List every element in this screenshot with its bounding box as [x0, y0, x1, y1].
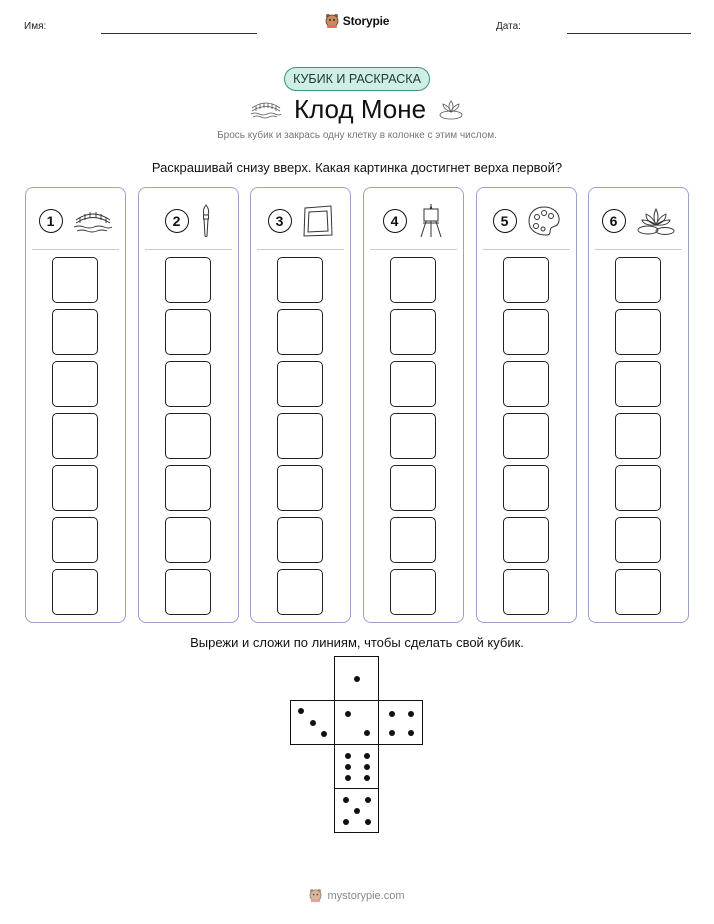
paintbrush-icon: [199, 204, 213, 238]
color-cell[interactable]: [52, 413, 98, 459]
color-cell[interactable]: [390, 413, 436, 459]
column-number: 6: [602, 209, 626, 233]
picture-frame-icon: [302, 204, 334, 238]
die-pip: [364, 764, 370, 770]
column-number: 4: [383, 209, 407, 233]
color-cell[interactable]: [390, 257, 436, 303]
color-cell[interactable]: [503, 465, 549, 511]
die-pip: [408, 730, 414, 736]
color-cell[interactable]: [165, 569, 211, 615]
die-face-1: [334, 656, 379, 701]
die-pip: [389, 711, 395, 717]
page-title: Клод Моне: [293, 93, 427, 124]
die-pip: [365, 819, 371, 825]
color-cell[interactable]: [615, 257, 661, 303]
bridge-icon: [250, 98, 282, 120]
color-cell[interactable]: [277, 257, 323, 303]
lily-icon: [438, 98, 464, 120]
column-divider: [595, 249, 682, 250]
color-cell[interactable]: [165, 517, 211, 563]
color-cell[interactable]: [277, 413, 323, 459]
die-pip: [354, 808, 360, 814]
name-line[interactable]: [101, 33, 257, 34]
die-face-6: [334, 744, 379, 789]
die-pip: [298, 708, 304, 714]
color-cell[interactable]: [277, 465, 323, 511]
color-cell[interactable]: [165, 465, 211, 511]
column-header: [589, 204, 688, 238]
die-face-4: [378, 700, 423, 745]
cut-instruction: Вырежи и сложи по линиям, чтобы сделать свой кубик.: [190, 635, 524, 650]
easel-icon: [417, 203, 445, 239]
die-pip: [364, 730, 370, 736]
die-pip: [343, 797, 349, 803]
die-pip: [365, 797, 371, 803]
color-cell[interactable]: [503, 361, 549, 407]
japanese-bridge-icon: [73, 207, 113, 235]
column-3: [250, 187, 351, 623]
storypie-mascot-icon: [325, 13, 339, 29]
column-4: [363, 187, 464, 623]
die-pip: [364, 775, 370, 781]
color-cell[interactable]: [390, 361, 436, 407]
brand-logo: [0, 13, 714, 29]
color-cell[interactable]: [503, 517, 549, 563]
column-number: 1: [39, 209, 63, 233]
color-cell[interactable]: [503, 309, 549, 355]
die-pip: [354, 676, 360, 682]
subtitle: Брось кубик и закрась одну клетку в колонке с этим числом.: [217, 130, 497, 141]
color-cell[interactable]: [615, 465, 661, 511]
footer-url[interactable]: mystorypie.com: [327, 889, 405, 902]
die-face-1: [334, 700, 379, 745]
column-6: [588, 187, 689, 623]
column-header: [251, 204, 350, 238]
die-pip: [321, 731, 327, 737]
color-cell[interactable]: [390, 465, 436, 511]
column-divider: [32, 249, 119, 250]
color-cell[interactable]: [390, 517, 436, 563]
color-cell[interactable]: [615, 517, 661, 563]
brand-name: Storypie: [342, 14, 390, 28]
color-cell[interactable]: [277, 517, 323, 563]
footer: [0, 888, 714, 903]
die-face-3: [290, 700, 335, 745]
die-pip: [364, 753, 370, 759]
title-row: [0, 92, 714, 126]
color-cell[interactable]: [615, 309, 661, 355]
color-cell[interactable]: [503, 569, 549, 615]
column-2: [138, 187, 239, 623]
color-cell[interactable]: [52, 517, 98, 563]
die-pip: [408, 711, 414, 717]
die-pip: [345, 711, 351, 717]
storypie-mascot-icon: [309, 888, 322, 903]
column-header: [364, 204, 463, 238]
column-divider: [145, 249, 232, 250]
column-number: 3: [268, 209, 292, 233]
column-number: 5: [493, 209, 517, 233]
die-pip: [345, 753, 351, 759]
die-face-5: [334, 788, 379, 833]
column-divider: [483, 249, 570, 250]
color-cell[interactable]: [615, 569, 661, 615]
die-pip: [345, 775, 351, 781]
column-divider: [370, 249, 457, 250]
color-cell[interactable]: [52, 257, 98, 303]
column-1: [25, 187, 126, 623]
palette-icon: [527, 205, 561, 237]
color-cell[interactable]: [277, 361, 323, 407]
color-cell[interactable]: [52, 569, 98, 615]
color-cell[interactable]: [503, 413, 549, 459]
color-cell[interactable]: [165, 413, 211, 459]
instruction: Раскрашивай снизу вверх. Какая картинка достигнет верха первой?: [151, 160, 563, 175]
color-cell[interactable]: [165, 257, 211, 303]
die-pip: [389, 730, 395, 736]
column-divider: [257, 249, 344, 250]
die-pip: [343, 819, 349, 825]
column-header: [26, 204, 125, 238]
name-label: Имя:: [24, 21, 47, 32]
color-cell[interactable]: [165, 309, 211, 355]
column-header: [139, 204, 238, 238]
color-cell[interactable]: [277, 569, 323, 615]
column-5: [476, 187, 577, 623]
color-cell[interactable]: [615, 413, 661, 459]
date-line[interactable]: [567, 33, 691, 34]
color-cell[interactable]: [165, 361, 211, 407]
color-cell[interactable]: [390, 569, 436, 615]
color-cell[interactable]: [615, 361, 661, 407]
column-header: [477, 204, 576, 238]
color-cell[interactable]: [277, 309, 323, 355]
color-cell[interactable]: [390, 309, 436, 355]
color-cell[interactable]: [52, 465, 98, 511]
color-cell[interactable]: [503, 257, 549, 303]
category-badge: КУБИК И РАСКРАСКА: [284, 67, 430, 91]
die-pip: [310, 720, 316, 726]
column-number: 2: [165, 209, 189, 233]
date-label: Дата:: [496, 21, 521, 32]
color-cell[interactable]: [52, 309, 98, 355]
die-pip: [345, 764, 351, 770]
color-cell[interactable]: [52, 361, 98, 407]
water-lily-icon: [636, 205, 676, 237]
